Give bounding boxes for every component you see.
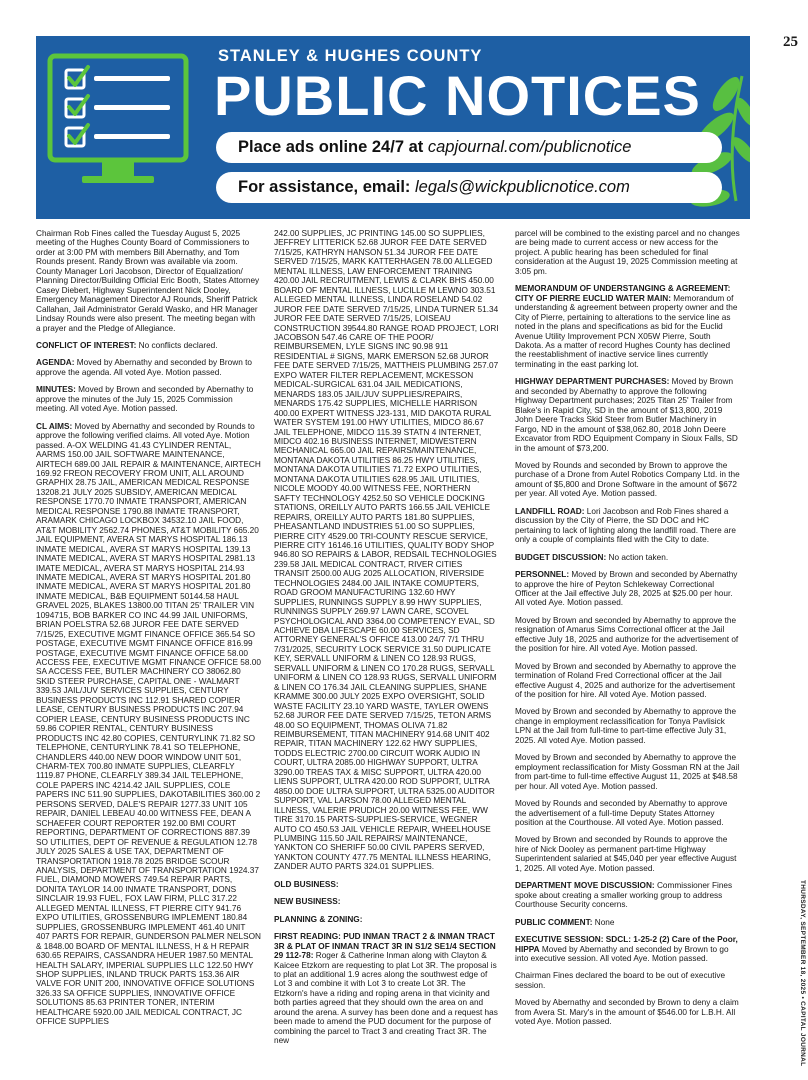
public-notices-banner — [36, 36, 750, 219]
notice-paragraph — [36, 358, 261, 377]
paragraph-text: Chairman Fines declared the board to be out of executive session. — [515, 971, 726, 990]
notice-paragraph — [36, 385, 261, 413]
banner-subtitle: STANLEY & HUGHES COUNTY — [218, 47, 483, 65]
place-ads-link[interactable]: capjournal.com/publicnotice — [427, 138, 632, 156]
paragraph-heading: CL AIMS: — [36, 421, 73, 431]
assistance-email-link[interactable]: legals@wickpublicnotice.com — [415, 178, 630, 196]
notice-paragraph — [515, 553, 740, 562]
notice-paragraph — [515, 284, 740, 369]
notice-paragraph — [274, 932, 499, 1045]
column-2 — [274, 229, 499, 1069]
page-number: 25 — [783, 34, 798, 50]
paragraph-text: Moved by Abernathy and seconded by Brown to deny a claim from Avera St. Mary's in the amount of $546.00 for L.B.H. All voted Aye. Motion passed. — [515, 998, 739, 1027]
paragraph-text: Moved by Brown and seconded by Abernathy to approve the resignation of Amarus Sims Correctional officer at the Jail effective July 18, 2025 and authorize for the advertisement of the position for hire. All voted Aye. Motion passed. — [515, 615, 739, 654]
paragraph-text: Moved by Brown and seconded by Abernathy to approve the following Highway Department purchases; 2025 Titan 25' Trailer from Blake's in Rapid City, SD in the amount of $13,800, 2019 John Deere Tracks Skid Steer from Butler Machinery in Fargo, ND in the amount of $38,062.80, 2018 John Deere Excavator from RDO Equipment Company in Sioux Falls, SD in the amount of $73,200. — [515, 377, 738, 453]
notice-paragraph — [515, 707, 740, 745]
notice-paragraph — [36, 341, 261, 350]
column-3 — [515, 229, 740, 1069]
paragraph-text: Roger & Catherine Inman along with Clayton & Kaicee Etzkorn are requesting to plat Lot 3R. The proposal is to plat an additional 1.9 acres along the southwest edge of Lot 3 and combine it with Lot 3 to create Lot 3R. The Etzkorn's have a riding and roping arena in that vicinity and both parties agreed that they should own the area on and around the arena. A survey has been done and a request has been made to amend the PUD document for the purpose of combining the parcel to Tract 3 and creating Tract 3R. The new — [274, 951, 498, 1046]
paragraph-text: None — [592, 917, 615, 927]
paragraph-heading: FIRST READING: PUD INMAN TRACT 2 & INMAN TRACT 3R & PLAT OF INMAN TRACT 3R IN S1/2 SE1/4 SECTION 29 112-78: — [274, 932, 496, 961]
paragraph-text: Commissioner Fines spoke about creating a smaller working group to address Courthouse Security concerns. — [515, 881, 733, 910]
paragraph-heading: MEMORANDUM OF UNDERSTANGING & AGREEMENT: CITY OF PIERRE EUCLID WATER MAIN: — [515, 284, 731, 303]
paragraph-heading: EXECUTIVE SESSION: SDCL: 1-25-2 (2) Care of the Poor, HIPPA — [515, 935, 738, 954]
paragraph-text: Moved by Abernathy and seconded by Rounds to approve the following verified claims. All voted Aye. Motion passed. A-OX WELDING 41.43 CYLINDER RENTAL, AARMS 150.00 JAIL SOFTWARE MAINTENANCE, AIRTECH 689.00 JAIL REPAIR & MAINTENANCE, AIRTECH 169.92 FREON RECOVERY FROM UNIT, ALL AROUND GRAPHIX 28.75 JAIL, AMERICAN MEDICAL RESPONSE 13208.21 JULY 2025 SUBSIDY, AMERICAN MEDICAL RESPONSE 1770.70 INMATE TRANSPORT, AMERICAN MEDICAL RESPONSE 1790.88 INMATE TRANSPORT, ARAMARK CHICAGO LOCKBOX 34532.10 JAIL FOOD, AT&T MOBILITY 2562.74 PHONES, AT&T MOBILITY 665.20 JAIL EQUIPMENT, AVERA ST MARYS HOSPITAL 186.13 INMATE MEDICAL, AVERA ST MARYS HOSPITAL 139.13 INMATE MEDICAL, AVERA ST MARYS HOSPITAL 2981.13 IMATE MEDICAL, AVERA ST MARYS HOSPITAL 214.93 INMATE MEDICAL, AVERA ST MARYS HOSPITAL 201.80 INMATE MEDICAL, AVERA ST MARYS HOSPITAL 201.80 INMATE MEDICAL, B&B EQUIPMENT 50144.58 HAUL GRAVEL 2025, BLAKES 13800.00 TITAN 25' TRAILER VIN 1094715, BOB BARKER CO INC 44.99 JAIL UNIFORMS, BRIAN POELSTRA 52.68 JUROR FEE DATE SERVED 7/15/25, EXECUTIVE MGMT FINANCE OFFICE 365.54 SO POSTAGE, EXECUTIVE MGMT FINANCE OFFICE 816.99 POSTAGE, EXECUTIVE MGMT FINANCE OFFICE 58.00 ACCESS FEE, EXECUTIVE MGMT FINANCE OFFICE 58.00 SA ACCESS FEE, BUTLER MACHINERY CO 38062.80 SKID STEER PURCHASE, CAPITAL ONE - WALMART 339.53 JAIL/JUV SERVICES SUPPLIES, CENTURY BUSINESS PRODUCTS INC 112.91 SHARED COPIER LEASE, CENTURY BUSINESS PRODUCTS INC 207.94 COPIER LEASE, CENTURY BUSINESS PRODUCTS INC 59.86 COPIER RENTAL, CENTURY BUSINESS PRODUCTS INC 42.80 COPIES, CENTURYLINK 71.82 SO TELEPHONE, CENTURYLINK 78.41 SO TELEPHONE, CHANDLERS 440.00 NEW DOOR WINDOW UNIT 501, CHARM-TEX 700.80 INMATE SUPPLIES, CLEARFLY 1119.87 PHONE, CLEARFLY 389.34 JAIL TELEPHONE, COLE PAPERS INC 4214.42 JAIL SUPPLIES, COLE PAPERS INC 511.90 SUPPLIES, DAKOTABILITIES 360.00 2 PERSONS SERVED, DALE'S REPAIR 1277.33 UNIT 105 REPAIR, DANIEL LEBEAU 40.00 WITNESS FEE, DEAN A SCHAEFER COURT REPORTER 192.00 BMI COURT REPORTING, DEPARTMENT OF CORRECTIONS 887.39 SO UTILITIES, DEPT OF REVENUE & REGULATION 12.78 JULY 2025 SALES & USE TAX, DEPARTMENT OF TRANSPORTATION 1918.78 2025 BRIDGE SCOUR ANALYSIS, DEPARTMENT OF TRANSPORTATION 1924.37 FUEL, DIAMOND MOWERS 749.54 REPAIR PARTS, DONITA TAYLOR 14.00 INMATE TRANSPORT, DONS SINCLAIR 19.93 FUEL, FOX LAW FIRM, PLLC 317.22 ALLEGED MENTAL ILLNESS, FT PIERRE CITY 941.76 EXPO UTILITIES, GROSSENBURG IMPLEMENT 180.84 SUPPLIES, GROSSENBURG IMPLEMENT 461.40 UNIT 407 PARTS FOR REPAIR, GUNDERSON PALMER NELSON & 1848.00 BOARD OF MENTAL ILLNESS, H & H REPAIR 630.65 REPAIRS, CASSANDRA HEUER 1987.50 MENTAL HEALTH SALARY, IMPERIAL SUPPLIES LLC 122.50 HWY SHOP SUPPLIES, INLAND TRUCK PARTS 153.36 AIR VALVE FOR UNIT 200, INNOVATIVE OFFICE SOLUTIONS 326.33 SA OFFICE SUPPLIES, INNOVATIVE OFFICE SOLUTIONS 85.63 PRINTER TONER, INTERIM HEALTHCARE 5920.00 JAIL MEDICAL CONTRACT, JC OFFICE SUPPLIES — [36, 421, 261, 1027]
notice-paragraph — [515, 971, 740, 990]
paragraph-text: Moved by Rounds and seconded by Abernathy to approve the advertisement of a full-time Deputy States Attorney position at the Courthouse. All voted Aye. Motion passed. — [515, 799, 728, 828]
notice-paragraph — [515, 616, 740, 654]
paragraph-heading: DEPARTMENT MOVE DISCUSSION: — [515, 881, 655, 891]
assistance-pill — [216, 172, 722, 203]
notice-paragraph — [515, 935, 740, 963]
paragraph-text: Moved by Abernathy and seconded by Brown to go into executive session. All voted Aye. Motion passed. — [515, 944, 729, 963]
side-date-label: THURSDAY, SEPTEMBER 18, 2025 • CAPITAL JOURNAL — [799, 880, 806, 1067]
notice-paragraph — [274, 897, 499, 906]
notice-paragraph — [515, 753, 740, 791]
notice-paragraph — [515, 229, 740, 276]
paragraph-heading: AGENDA: — [36, 358, 75, 368]
notice-paragraph — [515, 461, 740, 499]
paragraph-text: No action taken. — [606, 552, 669, 562]
paragraph-heading: CONFLICT OF INTEREST: — [36, 340, 137, 350]
assistance-text: For assistance, email: — [238, 178, 415, 196]
paragraph-text: Moved by Brown and seconded by Abernathy to approve the change in employment reclassification for Tonya Pavlisick LPN at the Jail from full-time to part-time effective July 31, 2025. All voted Aye. Motion passed. — [515, 707, 737, 745]
notice-paragraph — [274, 229, 499, 872]
banner-title: PUBLIC NOTICES — [214, 64, 701, 127]
paragraph-text: Lori Jacobson and Rob Fines shared a discussion by the City of Pierre, the SD DOC and HC pertaining to lack of lighting along the landfill road. There are only a couple of complaints filed with the City to date. — [515, 506, 736, 545]
notice-paragraph — [515, 570, 740, 608]
notice-paragraph — [36, 229, 261, 333]
paragraph-text: Moved by Brown and seconded by Abernathy to approve the employment reclassification for Misty Gossman RN at the Jail from part-time to full-time effective August 11, 2025 at $48.58 per hour. All voted Aye. Motion passed. — [515, 753, 740, 791]
paragraph-text: Memorandum of understanding & agreement between property owner and the City of Pierre, pertaining to alterations to the service line as noted in the plans and specifications as bid for the Euclid Avenue Utility Improvement PCN X05W Pierre, South Dakota. As a matter of record Hughes County has declined the reestablishment of inactive service lines currently terminating in the east parking lot. — [515, 293, 738, 369]
paragraph-heading: PUBLIC COMMENT: — [515, 917, 593, 927]
paragraph-text: 242.00 SUPPLIES, JC PRINTING 145.00 SO SUPPLIES, JEFFREY LITTERICK 52.68 JUROR FEE DATE SERVED 7/15/25, KATHRYN HANSON 51.34 JUROR FEE DATE SERVED 7/15/25, MARK KATTERHAGEN 78.00 ALLEGED MENTAL ILLNESS, LAW ENFORCEMENT TRAINING 420.00 JAIL RECRUITMENT, LEWIS & CLARK BHS 450.00 BOARD OF MENTAL ILLNESS, LUCILLE M LEWNO 303.51 ALLEGED MENTAL ILLNESS, LINDA ROSELAND 54.02 JUROR FEE DATE SERVED 7/15/25, LINDA TURNER 51.34 JUROR FEE DATE SERVED 7/15/25, LOISEAU CONSTRUCTION 39544.80 RANGE ROAD PROJECT, LORI JACOBSON 547.46 CARE OF THE POOR/ REIMBURSEMEN, LYLE SIGNS INC 90.98 911 RESIDENTIAL # SIGNS, MARK EMERSON 52.68 JUROR FEE DATE SERVED 7/15/25, MATTHEIS PLUMBING 257.07 EXPO WATER FILTER REPLACEMENT, MCKESSON MEDICAL-SURGICAL 631.04 JAIL MEDICATIONS, MENARDS 183.05 JAIL/JUV SUPPLIES/REPAIRS, MENARDS 175.42 SUPPLIES, MICHELLE HARRISON 400.00 EXPERT WITNESS J23-131, MID DAKOTA RURAL WATER SYSTEM 191.00 HWY UTILITIES, MIDCO 86.67 JAIL TELEPHONE, MIDCO 115.39 STATN 4 INTERNET, MIDCO 402.16 BUSINESS INTERNET, MIDWESTERN MECHANICAL 665.00 JAIL REPAIRS/MAINTENANCE, MONTANA DAKOTA UTILITIES 86.25 HWY UTILITIES, MONTANA DAKOTA UTILITIES 71.72 EXPO UTILITIES, MONTANA DAKOTA UTILITIES 628.95 JAIL UTILITIES, NICOLE MOODY 40.00 WITNESS FEE, NORTHERN SAFTY TECHNOLOGY 4252.50 SO VEHICLE DOCKING STATIONS, OREILLY AUTO PARTS 166.55 JAIL VEHICLE REPAIRS, OREILLY AUTO PARTS 181.80 SUPPLIES, PHEASANTLAND INDUSTRIES 51.00 SO SUPPLIES, PIERRE CITY 4529.00 TRI-COUNTY RESCUE SERVICE, PIERRE CITY 16146.16 UTILITIES, QUALITY BODY SHOP 946.80 SO REPAIRS & LABOR, REDSAIL TECHNOLOGIES 239.58 JAIL MEDICAL CONTRACT, RIVER CITIES TRANSIT 2500.00 AUG 2025 ALLOCATION, RIVERSIDE TECHNOLOGIES 2484.00 JAIL INTAKE COMUPTERS, ROAD GROOM MANUFACTURING 132.60 HWY SUPPLIES, RUNNINGS SUPPLY 8.99 HWY SUPPLIES, RUNNINGS SUPPLY 269.97 LAWN CARE, SCOVEL PSYCHOLOGICAL AND 3364.00 COMPETENCY EVAL, SD ACHIEVE DBA LIFESCAPE 60.00 SERVICES, SD ATTORNEY GENERAL'S OFFICE 413.00 24/7 7/1 THRU 7/31/2025, SECURITY LOCK SERVICE 31.50 DUPLICATE KEY, SERVALL UNIFORM & LINEN CO 128.93 RUGS, SERVALL UNIFORM & LINEN CO 170.28 RUGS, SERVALL UNIFORM & LINEN CO 128.93 RUGS, SERVALL UNIFORM & LINEN CO 176.34 JAIL CLEANING SUPPLIES, SHANE KRAMME 300.00 JULY 2025 EXPO OVERSIGHT, SOLID WASTE FACILITY 23.10 YARD WASTE, TAYLER OWENS 52.68 JUROR FEE DATE SERVED 7/15/25, TETON ARMS 48.00 SO EQUIPMENT, THOMAS OLIVA 71.82 REIMBURSEMENT, TITAN MACHINERY 914.68 UNIT 402 REPAIR, TITAN MACHINERY 122.62 HWY SUPPLIES, TODDS ELECTRIC 2700.00 CIRCUIT WORK AUDIO IN COURT, ULTRA 2085.00 HIGHWAY SUPPORT, ULTRA 3290.00 TREAS TAX & MISC SUPPORT, ULTRA 420.00 LIENS SUPPORT, ULTRA 420.00 ROD SUPPORT, ULTRA 4850.00 DOE ULTRA SUPPORT, ULTRA 5325.00 AUDITOR SUPPORT, VAL LARSON 78.00 ALLEGED MENTAL ILLNESS, VALERIE PRUDICH 20.00 WITNESS FEE, WW TIRE 3170.15 PARTS-SUPPLIES-SERVICE, WEGNER AUTO CO 450.53 JAIL VEHICLE REPAIR, WHEELHOUSE PLUMBING 115.50 JAIL REPAIRS/ MAINTENANCE, YANKTON CO SHERIFF 50.00 CIVIL PAPERS SERVED, YANKTON COUNTY 477.75 MENTAL ILLNESS HEARING, ZANDER AUTO PARTS 324.01 SUPPLIES. — [274, 229, 499, 872]
notice-paragraph — [274, 880, 499, 889]
column-1 — [36, 229, 261, 1069]
paragraph-text: Chairman Rob Fines called the Tuesday August 5, 2025 meeting of the Hughes County Board of Commissioners to order at 3:00 PM with members Bill Abernathy, and Tom Rounds present. Randy Brown was available via zoom. County Manager Lori Jacobson, Director of Equalization/ Planning Director/Building Official Eric Booth, States Attorney Casey Diebert, Highway Superintendent Nick Dooley, Emergency Management Director AJ Rounds, Sheriff Patrick Callahan, Jail Administrator Gerald Wasko, and HR Manager Lindsay Rounds were also present. The meeting began with a prayer and the Pledge of Allegiance. — [36, 229, 260, 333]
paragraph-text: Moved by Brown and seconded by Rounds to approve the hire of Nick Dooley as permanent part-time Highway Superintendent salaried at $45,040 per year effective August 1, 2025. All voted Aye. Motion passed. — [515, 835, 737, 873]
paragraph-text: Moved by Abernathy and seconded by Brown to approve the agenda. All voted Aye. Motion passed. — [36, 358, 252, 377]
paragraph-text: Moved by Brown and seconded by Abernathy to approve the minutes of the July 15, 2025 Commission meeting. All voted Aye. Motion passed. — [36, 385, 254, 414]
place-ads-pill — [216, 132, 722, 163]
notice-paragraph — [515, 377, 740, 453]
notice-paragraph — [274, 915, 499, 924]
paragraph-text: parcel will be combined to the existing parcel and no changes are being made to current access or new access for the project. A public hearing has been scheduled for final consideration at the August 19, 2025 Commission meeting at 3:05 pm. — [515, 229, 740, 276]
notice-paragraph — [515, 918, 740, 927]
notice-paragraph — [515, 662, 740, 700]
paragraph-text: Moved by Brown and seconded by Abernathy to approve the hire of Peyton Schlekeway Correctional Officer at the Jail effective July 28, 2025 at $25.00 per hour. All voted Aye. Motion passed. — [515, 570, 738, 608]
notice-columns — [36, 229, 748, 1069]
paragraph-heading: HIGHWAY DEPARTMENT PURCHASES: — [515, 377, 670, 387]
paragraph-heading: PLANNING & ZONING: — [274, 914, 363, 924]
paragraph-heading: PERSONNEL: — [515, 570, 570, 580]
paragraph-heading: BUDGET DISCUSSION: — [515, 552, 607, 562]
paragraph-text: Moved by Brown and seconded by Abernathy to approve the termination of Roland Fred Correctional officer at the Jail effective August 4, 2025 and authorize for the advertisement of the position for hire. All voted Aye. Motion passed. — [515, 661, 737, 700]
paragraph-text: No conflicts declared. — [136, 340, 218, 350]
notice-paragraph — [36, 422, 261, 1027]
notice-paragraph — [515, 998, 740, 1026]
paragraph-heading: LANDFILL ROAD: — [515, 506, 585, 516]
paragraph-heading: NEW BUSINESS: — [274, 897, 341, 907]
notice-paragraph — [515, 881, 740, 909]
paragraph-heading: OLD BUSINESS: — [274, 879, 339, 889]
notice-paragraph — [515, 835, 740, 873]
paragraph-heading: MINUTES: — [36, 385, 76, 395]
place-ads-text: Place ads online 24/7 at — [238, 138, 428, 156]
paragraph-text: Moved by Rounds and seconded by Brown to approve the purchase of a Drone from Autel Robotics Company Ltd. in the amount of $5,800 and Drone Software in the amount of $672 per year. All voted Aye. Motion passed. — [515, 460, 740, 499]
notice-paragraph — [515, 799, 740, 827]
notice-paragraph — [515, 507, 740, 545]
